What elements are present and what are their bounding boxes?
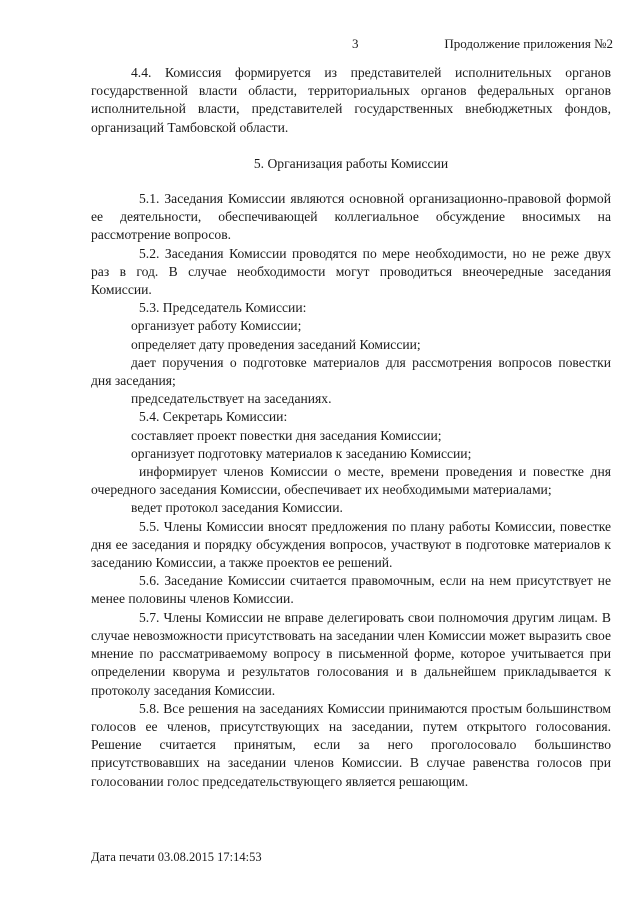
paragraph-5-3-item: определяет дату проведения заседаний Комиссии; [131, 336, 421, 352]
print-date: Дата печати 03.08.2015 17:14:53 [91, 850, 262, 864]
paragraph-5-4-item: информирует членов Комиссии о месте, времени проведения и повестке дня очередного заседания Комиссии, обеспечивает их необходимыми материалами; [91, 464, 611, 498]
paragraph-5-3-item: председательствует на заседаниях. [131, 391, 332, 407]
paragraph-5-2: 5.2. Заседания Комиссии проводятся по мере необходимости, но не реже двух раз в год. В случае необходимости могут проводиться внеочередные заседания Комиссии. [91, 245, 611, 298]
paragraph-5-6: 5.6. Заседание Комиссии считается правомочным, если на нем присутствует не менее половины членов Комиссии. [91, 573, 611, 607]
page-number: 3 [352, 36, 359, 51]
paragraph-5-8: 5.8. Все решения на заседаниях Комиссии принимаются простым большинством голосов ее членов, присутствующих на заседании, путем открытого голосования. Решение считается принятым, если за него проголосовало большинство присутствовавших на заседании членов Комиссии. В случае равенства голосов при голосовании голос председательствующего является решающим. [91, 700, 611, 789]
paragraph-5-5: 5.5. Члены Комиссии вносят предложения по плану работы Комиссии, повестке дня ее заседания и порядку обсуждения вопросов, участвуют в подготовке материалов к заседанию Комиссии, а также проектов ее решений. [91, 518, 611, 571]
document-body [91, 64, 611, 791]
paragraph-5-1: 5.1. Заседания Комиссии являются основной организационно-правовой формой ее деятельности, обеспечивающей коллегиальное обсуждение вносимых на рассмотрение вопросов. [91, 191, 611, 243]
appendix-label: Продолжение приложения №2 [444, 36, 613, 51]
paragraph-5-4-item: составляет проект повестки дня заседания Комиссии; [131, 427, 442, 443]
paragraph-5-3-item: организует работу Комиссии; [131, 318, 302, 334]
page-header [0, 36, 640, 54]
paragraph-5-4-item: организует подготовку материалов к заседанию Комиссии; [131, 445, 472, 461]
paragraph-5-7: 5.7. Члены Комиссии не вправе делегировать свои полномочия другим лицам. В случае невозможности присутствовать на заседании член Комиссии может выразить свое мнение по рассматриваемому вопросу в письменной форме, которое учитывается при определении кворума и результатов голосования и в дальнейшем прикладывается к протоколу заседания Комиссии. [91, 609, 611, 698]
section-5-title: 5. Организация работы Комиссии [253, 155, 449, 171]
paragraph-5-4-item: ведет протокол заседания Комиссии. [131, 500, 343, 516]
paragraph-4-4: 4.4. Комиссия формируется из представителей исполнительных органов государственной власти области, территориальных органов федеральных органов исполнительной власти, представителей государственных внебюджетных фондов, организаций Тамбовской области. [91, 65, 611, 135]
paragraph-5-3: 5.3. Председатель Комиссии: [139, 300, 307, 316]
paragraph-5-3-item: дает поручения о подготовке материалов для рассмотрения вопросов повестки дня заседания; [91, 354, 611, 389]
paragraph-5-4: 5.4. Секретарь Комиссии: [139, 409, 288, 425]
